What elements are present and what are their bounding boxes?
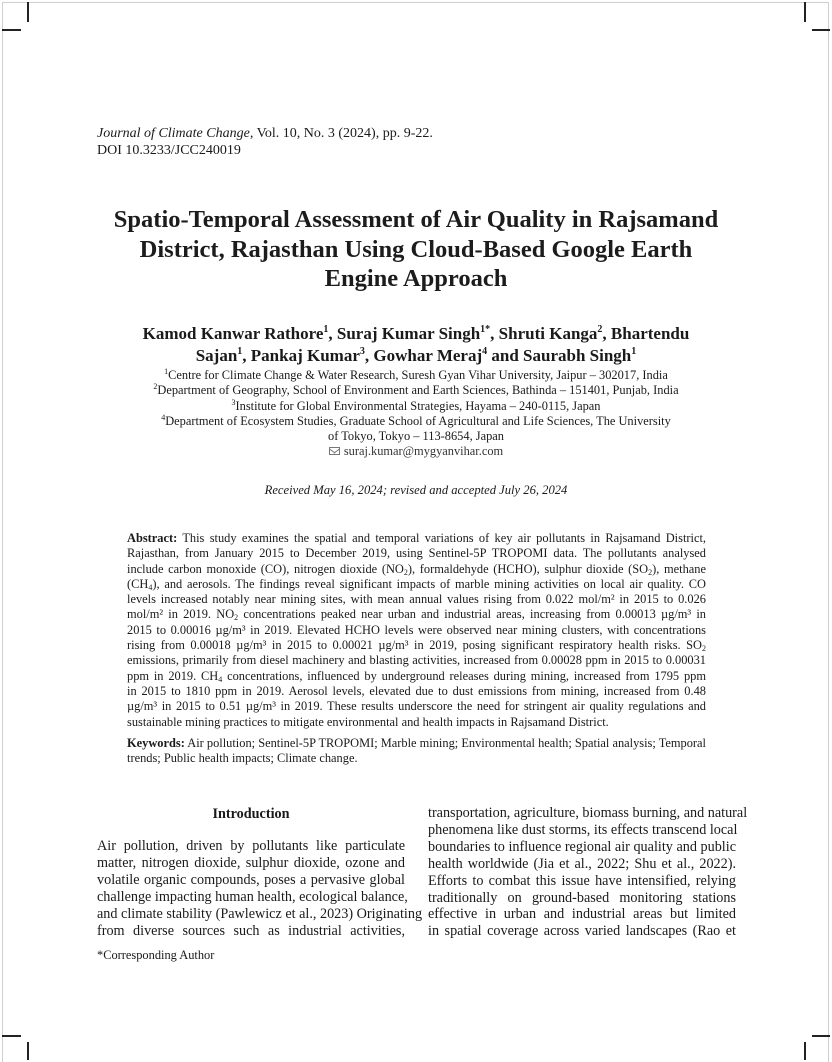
text-line: boundaries to influence regional air quality and public: [428, 838, 736, 855]
text-line: from diverse sources such as industrial activities,: [97, 922, 405, 939]
affiliation-marker: 3: [359, 346, 365, 357]
text-line: emissions, primarily from diesel machinery and blasting activities, increased from 0.00028 ppm in 2015 to 0.00031: [127, 653, 706, 668]
text-line: matter, nitrogen dioxide, sulphur dioxide, ozone and: [97, 854, 405, 871]
affiliation-marker: 1: [237, 346, 243, 357]
journal-citation: Journal of Climate Change, Vol. 10, No. 3 (2024), pp. 9-22.: [97, 126, 433, 141]
crop-mark-bottom-left-horizontal: [2, 1035, 21, 1037]
abstract: [127, 531, 706, 730]
text-line: challenge impacting human health, ecological balance,: [97, 888, 408, 905]
crop-mark-top-right-vertical: [804, 2, 806, 22]
text-line: Efforts to combat this issue have intensified, relying: [428, 872, 736, 889]
title-line: Spatio-Temporal Assessment of Air Quality in Rajsamand: [113, 206, 719, 233]
email-line: [0, 444, 832, 459]
affiliation-marker: 4: [482, 346, 488, 357]
text-line: in 2015 to 1810 ppm in 2019. Aerosol levels, elevated due to dust emissions from mining, increased from 0.48: [127, 683, 706, 698]
text-line: effective in urban and industrial areas but limited: [428, 906, 736, 923]
section-heading-introduction: Introduction: [212, 806, 290, 822]
text-line: Keywords: Air pollution; Sentinel-5P TROPOMI; Marble mining; Environmental health; Spatial analysis; Temporal: [127, 736, 706, 750]
author-name: and Saurabh Singh: [487, 346, 632, 365]
text-line: mol/m² in 2019. $NO_2$ concentrations peaked near urban and industrial areas, increasing from 0.00013 µg/m³ in: [127, 607, 706, 623]
section-label: Keywords:: [127, 736, 185, 750]
text-line: volatile organic compounds, poses a pervasive global: [97, 871, 405, 888]
text-line: $(CH_4)$, and aerosols. The findings reveal significant impacts of marble mining activities on local air quality. CO: [127, 576, 706, 592]
author-name: , Pankaj Kumar: [242, 346, 360, 365]
email-link[interactable]: suraj.kumar@mygyanvihar.com: [343, 444, 504, 459]
affiliation: $^1$Centre for Climate Change & Water Research, Suresh Gyan Vihar University, Jaipur – 302017, India: [164, 367, 668, 382]
text-line: Abstract: This study examines the spatial and temporal variations of key air pollutants in Rajsamand District,: [127, 531, 706, 545]
text-line: transportation, agriculture, biomass burning, and natural: [428, 805, 748, 821]
affiliation: $^4$Department of Ecosystem Studies, Graduate School of Agricultural and Life Sciences, The University: [161, 412, 671, 428]
text-line: levels increased notably near mining sites, with mean annual values rising from 0.022 mol/m² in 2015 to 0.026: [127, 592, 706, 607]
affiliation-continued: of Tokyo, Tokyo – 113-8654, Japan: [328, 429, 504, 444]
body-column-right: [428, 805, 748, 940]
author-name: Kamod Kanwar Rathore: [142, 324, 324, 343]
title-line: District, Rajasthan Using Cloud-Based Google Earth: [139, 235, 693, 263]
corresponding-author-footnote: *Corresponding Author: [97, 948, 215, 962]
crop-mark-bottom-right-vertical: [804, 1042, 806, 1060]
author-name: Sajan: [195, 346, 238, 365]
text-line: sustainable mining practices to mitigate environmental and health impacts in Rajsamand District.: [127, 714, 609, 729]
text-line: rising from 0.00018 µg/m³ in 2015 to 0.00021 µg/m³ in 2019, posing significant respiratory health risks. $SO_2$: [127, 638, 706, 654]
text-line: µg/m³ in 2015 to 0.51 µg/m³ in 2019. These results underscore the need for stringent air quality regulations and: [127, 699, 706, 714]
author-list: [0, 323, 832, 367]
section-label: Abstract:: [127, 531, 178, 545]
journal-doi: DOI 10.3233/JCC240019: [97, 143, 241, 158]
journal-header: [97, 125, 433, 159]
affiliation-marker: 1*: [480, 324, 491, 335]
affiliation-marker: 1: [631, 346, 637, 357]
crop-mark-bottom-right-horizontal: [812, 1035, 830, 1037]
text-line: trends; Public health impacts; Climate change.: [127, 751, 358, 766]
crop-mark-bottom-left-vertical: [27, 1042, 29, 1060]
received-dates: Received May 16, 2024; revised and accepted July 26, 2024: [264, 483, 568, 497]
journal-name: Journal of Climate Change,: [97, 126, 254, 141]
author-name: , Gowhar Meraj: [364, 346, 483, 365]
body-column-left: [97, 838, 423, 939]
affiliation-marker: 2: [597, 324, 603, 335]
text-line: Rajasthan, from January 2015 to December 2019, using Sentinel-5P TROPOMI data. The pollutants analysed: [127, 546, 706, 561]
affiliation: $^3$Institute for Global Environmental Strategies, Hayama – 240-0115, Japan: [231, 397, 601, 413]
author-name: , Suraj Kumar Singh: [328, 324, 481, 343]
crop-mark-top-left-horizontal: [2, 29, 21, 31]
text-line: ppm in 2019. $CH_4$ concentrations, influenced by underground releases during mining, increased from 1795 ppm: [127, 668, 706, 684]
affiliation: $^2$Department of Geography, School of Environment and Earth Sciences, Bathinda – 151401, Punjab, India: [153, 382, 679, 398]
text-line: phenomena like dust storms, its effects transcend local: [428, 821, 738, 838]
title-line: Engine Approach: [324, 265, 508, 292]
author-line: [0, 345, 832, 367]
text-line: 2015 to 0.00016 µg/m³ in 2019. Elevated HCHO levels were observed near mining clusters, with concentrations: [127, 622, 706, 637]
author-name: , Bhartendu: [602, 324, 690, 343]
crop-mark-top-right-horizontal: [812, 29, 830, 31]
text-line: and climate stability (Pawlewicz et al., 2023) Originating: [97, 905, 423, 922]
paper-title: [0, 205, 832, 294]
text-line: traditionally on ground-based monitoring stations: [428, 889, 736, 906]
text-line: in spatial coverage across varied landscapes (Rao et: [428, 923, 736, 940]
crop-mark-top-left-vertical: [27, 2, 29, 22]
author-line: [0, 323, 832, 345]
author-name: , Shruti Kanga: [490, 324, 598, 343]
affiliations: [0, 368, 832, 460]
text-line: include carbon monoxide (CO), nitrogen dioxide $(NO_2)$, formaldehyde (HCHO), sulphur dioxide $(SO_2)$, methane: [127, 561, 706, 577]
text-line: Air pollution, driven by pollutants like particulate: [97, 838, 405, 854]
mail-icon: [329, 447, 340, 455]
keywords: [127, 736, 706, 767]
text-line: health worldwide (Jia et al., 2022; Shu et al., 2022).: [428, 855, 736, 872]
affiliation-marker: 1: [323, 324, 329, 335]
